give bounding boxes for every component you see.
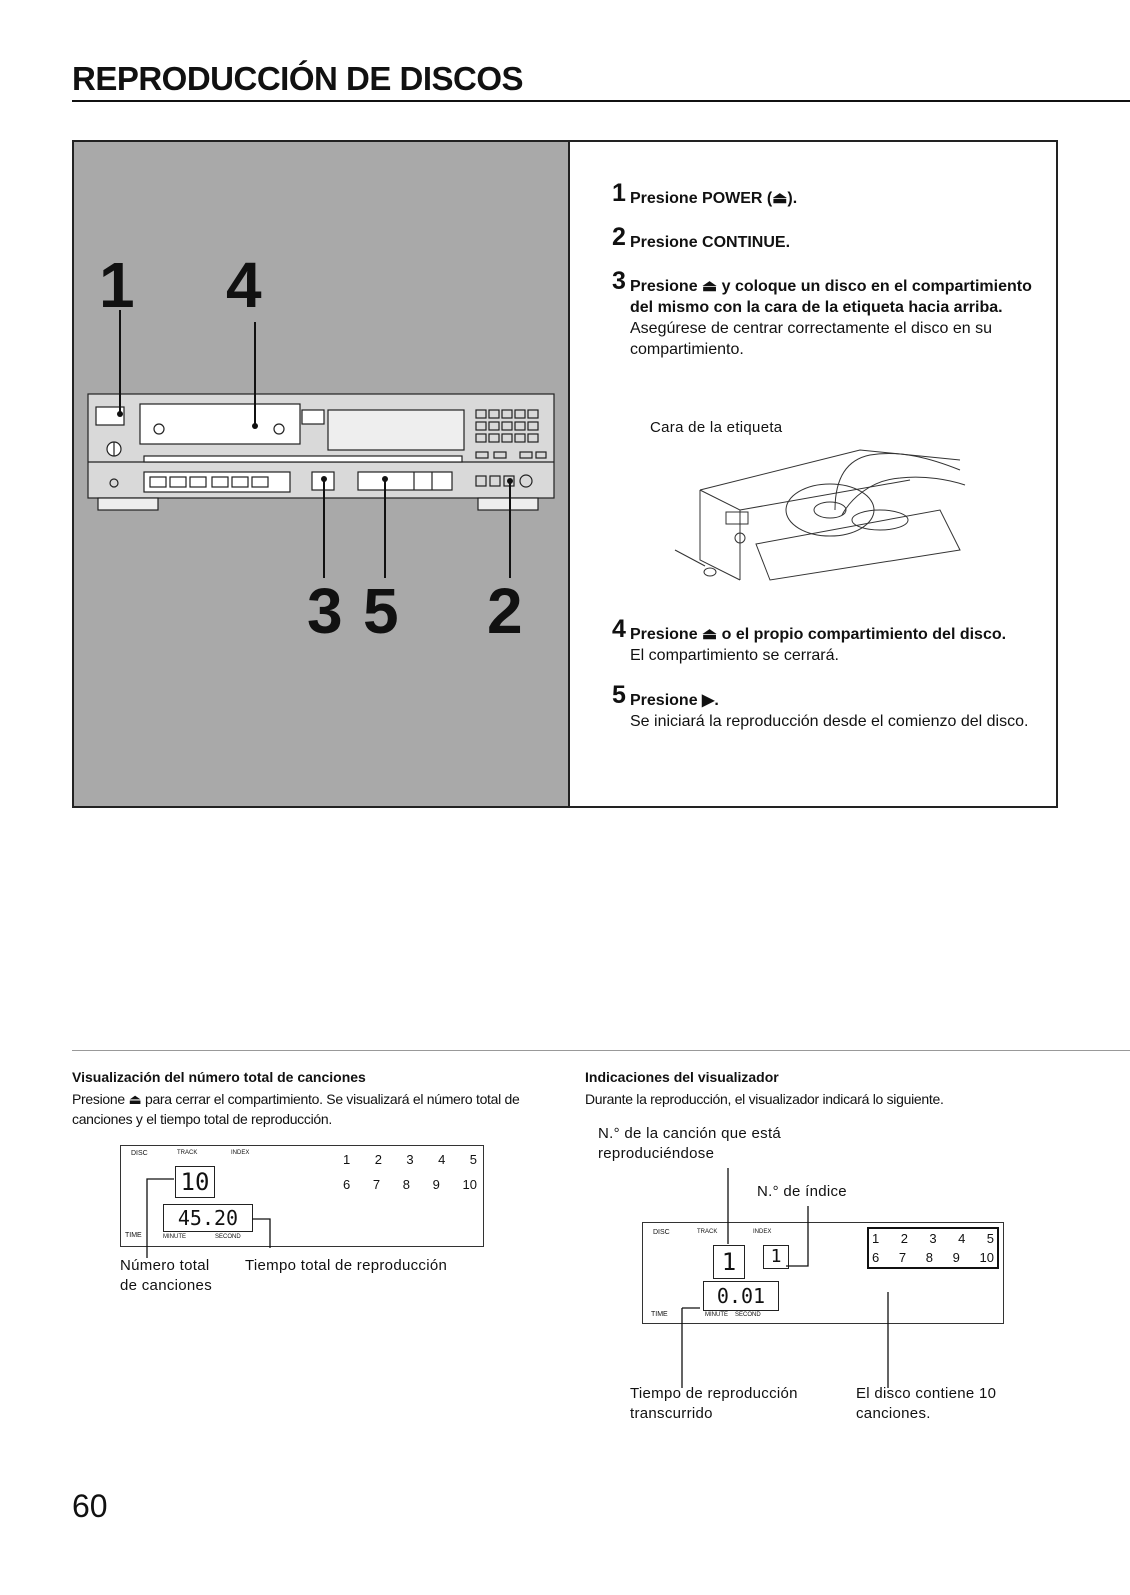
label-disc-contains: El disco contiene 10 canciones. [856,1385,997,1422]
callout-4: 4 [226,249,262,321]
step-title: Presione ⏏ o el propio compartimiento del disco. [630,626,1007,643]
title-divider [72,100,1130,102]
calendar-number: 8 [925,1250,933,1265]
step-description: El compartimiento se cerrará. [630,647,839,664]
step-5 [612,681,1032,732]
calendar-number: 5 [469,1152,477,1167]
step-title: Presione POWER (⏏). [630,190,798,207]
lcd-time-label: TIME [125,1232,142,1239]
lcd-track-value: 10 [175,1166,215,1198]
calendar-number: 3 [406,1152,414,1167]
page-number: 60 [72,1488,108,1524]
disc-loading-illustration [660,440,990,590]
step-title: Presione ▶. [630,692,719,709]
label-elapsed-time: Tiempo de reproducción transcurrido [630,1385,798,1422]
calendar-number: 6 [872,1250,880,1265]
callout-3: 3 [307,575,343,647]
lcd-index-value: 1 [763,1245,789,1269]
calendar-number: 2 [374,1152,382,1167]
lcd-disc-label: DISC [131,1150,148,1157]
step-4 [612,615,1052,666]
lcd-time-value: 0.01 [703,1281,779,1311]
calendar-number: 3 [929,1231,937,1246]
lcd-disc-label: DISC [653,1229,670,1236]
lcd-time-value: 45.20 [163,1204,253,1232]
step-number: 5 [612,681,626,709]
lcd-second-label: SECOND [735,1312,761,1318]
calendar-number: 2 [900,1231,908,1246]
step-3 [612,267,1032,360]
calendar-number: 1 [872,1231,880,1246]
calendar-number: 8 [402,1177,410,1192]
calendar-number: 7 [372,1177,381,1192]
step-title: Presione CONTINUE. [630,234,791,251]
lcd-track-label: TRACK [177,1150,198,1156]
lcd-track-label: TRACK [697,1229,718,1235]
panel-divider [568,142,570,806]
calendar-number: 5 [986,1231,994,1246]
cd-player-front-panel-drawing [74,142,568,806]
label-total-tracks: Número total de canciones [120,1257,212,1294]
indications-leader-lines [660,1160,900,1390]
lcd-time-label: TIME [651,1311,668,1318]
callout-5: 5 [363,575,399,647]
lcd-index-label: INDEX [231,1150,250,1156]
calendar-number: 9 [952,1250,960,1265]
calendar-number: 4 [958,1231,966,1246]
total-display-heading: Visualización del número total de canciones [72,1069,366,1085]
callout-1: 1 [99,249,135,321]
step-description: Asegúrese de centrar correctamente el disco en su compartimiento. [630,320,992,358]
calendar-number: 7 [898,1250,907,1265]
calendar-number: 10 [979,1250,994,1265]
total-display-text: Presione ⏏ para cerrar el compartimiento. Se visualizará el número total de canciones y el tiempo total de reproducción. [72,1091,520,1127]
label-track-number: N.° de la canción que está reproduciéndose [598,1125,782,1162]
step-number: 2 [612,223,626,251]
lcd-track-value: 1 [713,1245,745,1279]
indications-heading: Indicaciones del visualizador [585,1069,779,1085]
calendar-number: 4 [438,1152,446,1167]
calendar-number: 10 [462,1177,477,1192]
step-number: 4 [612,615,626,643]
lcd-minute-label: MINUTE [163,1234,186,1240]
label-side-caption: Cara de la etiqueta [650,419,783,436]
callout-2: 2 [487,575,523,647]
lcd-second-label: SECOND [215,1234,241,1240]
step-title: Presione ⏏ y coloque un disco en el compartimiento del mismo con la cara de la etiqueta hacia arriba. [630,278,1032,316]
step-number: 1 [612,179,626,207]
calendar-number: 6 [343,1177,351,1192]
page-title: REPRODUCCIÓN DE DISCOS [72,60,524,97]
calendar-number: 9 [432,1177,440,1192]
total-display-leader-lines [140,1170,280,1260]
lcd-minute-label: MINUTE [705,1312,728,1318]
section-divider [72,1050,1130,1051]
calendar-number: 1 [343,1152,351,1167]
label-total-time: Tiempo total de reproducción [245,1257,448,1274]
step-description: Se iniciará la reproducción desde el comienzo del disco. [630,713,1029,730]
step-1 [612,179,1052,209]
lcd-index-label: INDEX [753,1229,772,1235]
indications-text: Durante la reproducción, el visualizador indicará lo siguiente. [585,1091,944,1107]
step-2 [612,223,1052,253]
label-index-number: N.° de índice [757,1183,847,1200]
music-calendar [343,1152,477,1192]
step-number: 3 [612,267,626,295]
